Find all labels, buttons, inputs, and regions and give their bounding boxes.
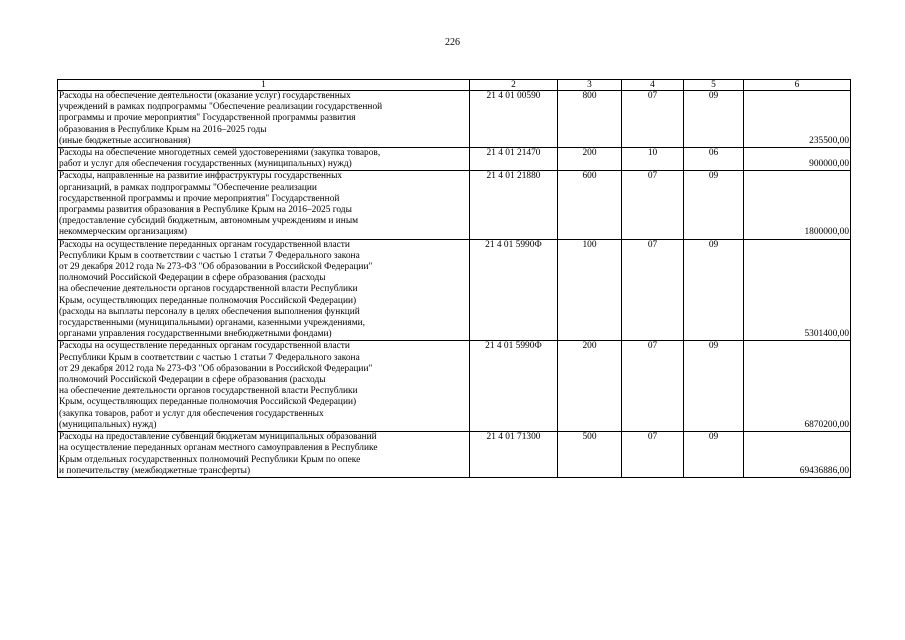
header-cell: 5: [684, 80, 744, 91]
expense-type-cell: 100: [558, 239, 622, 341]
header-cell: 1: [58, 80, 470, 91]
amount-cell: 5301400,00: [744, 239, 851, 341]
subsection-cell: 09: [684, 432, 744, 478]
expense-name-line: (расходы на выплаты персоналу в целях обеспечения выполнения функций: [59, 306, 360, 317]
expense-name-line: Расходы на обеспечение деятельности (оказание услуг) государственных: [59, 91, 351, 101]
expense-name-line: учреждений в рамках подпрограммы "Обеспечение реализации государственной: [59, 102, 383, 113]
expense-name-line: Крым, осуществляющих переданные полномочия Российской Федерации): [59, 397, 357, 408]
expense-name-line: на обеспечение деятельности органов государственной власти Республики: [59, 386, 358, 397]
subsection-cell: 09: [684, 341, 744, 432]
subsection-cell: 09: [684, 171, 744, 239]
table-row: [58, 432, 851, 478]
expense-name-cell: [58, 341, 470, 432]
expense-name-line: на обеспечение деятельности органов государственной власти Республики: [59, 284, 358, 295]
amount-cell: 1800000,00: [744, 171, 851, 239]
expense-name-line: государственной программы и прочие мероприятия" Государственной: [59, 193, 340, 204]
expense-name-cell: [58, 432, 470, 478]
expense-name-line: и попечительству (межбюджетные трансферты): [59, 465, 251, 476]
expense-name-line: (закупка товаров, работ и услуг для обеспечения государственных: [59, 408, 324, 419]
header-cell: 6: [744, 80, 851, 91]
section-cell: 07: [622, 432, 684, 478]
expense-name-line: Республики Крым в соответствии с частью 1 статьи 7 Федерального закона: [59, 352, 360, 363]
expense-name-line: органами управления государственными внебюджетными фондами): [59, 329, 332, 340]
expense-name-cell: [58, 148, 470, 171]
expense-name-line: Республики Крым в соответствии с частью 1 статьи 7 Федерального закона: [59, 250, 360, 261]
expense-type-cell: 800: [558, 91, 622, 148]
expense-name-line: от 29 декабря 2012 года № 273-ФЗ "Об образовании в Российской Федерации": [59, 363, 373, 374]
expense-type-cell: 200: [558, 148, 622, 171]
amount-cell: 235500,00: [744, 91, 851, 148]
expense-type-cell: 200: [558, 341, 622, 432]
expense-name-line: на осуществление переданных органам местного самоуправления в Республике: [59, 443, 378, 454]
expense-name-line: (муниципальных) нужд): [59, 419, 157, 430]
section-cell: 07: [622, 341, 684, 432]
expense-name-line: Крым отдельных государственных полномочий Республики Крым по опеке: [59, 454, 361, 465]
expense-name-line: организаций, в рамках подпрограммы "Обеспечение реализации: [59, 182, 317, 193]
expense-name-line: Расходы, направленные на развитие инфраструктуры государственных: [59, 171, 343, 182]
expense-name-cell: [58, 239, 470, 341]
table-row: [58, 171, 851, 239]
amount-cell: 900000,00: [744, 148, 851, 171]
expense-name-line: Расходы на осуществление переданных органам государственной власти: [59, 341, 350, 352]
page-number: 226: [445, 37, 460, 48]
section-cell: 10: [622, 148, 684, 171]
subsection-cell: 09: [684, 91, 744, 148]
expense-name-line: программы и прочие мероприятия" Государственной программы развития: [59, 113, 356, 124]
expense-name-line: от 29 декабря 2012 года № 273-ФЗ "Об образовании в Российской Федерации": [59, 262, 373, 273]
target-article-code-cell: 21 4 01 5990Ф: [470, 341, 558, 432]
expense-name-line: Расходы на обеспечение многодетных семей удостоверениями (закупка товаров,: [59, 148, 381, 159]
expense-name-cell: [58, 91, 470, 148]
subsection-cell: 09: [684, 239, 744, 341]
header-cell: 2: [470, 80, 558, 91]
expense-name-line: полномочий Российской Федерации в сфере образования (расходы: [59, 273, 326, 284]
expense-name-line: Расходы на осуществление переданных органам государственной власти: [59, 239, 350, 250]
expense-type-cell: 500: [558, 432, 622, 478]
table-header-row: [58, 80, 851, 91]
expense-name-line: (иные бюджетные ассигнования): [59, 135, 191, 146]
expense-name-line: Расходы на предоставление субвенций бюджетам муниципальных образований: [59, 432, 377, 443]
target-article-code-cell: 21 4 01 71300: [470, 432, 558, 478]
amount-cell: 6870200,00: [744, 341, 851, 432]
expense-type-cell: 600: [558, 171, 622, 239]
target-article-code-cell: 21 4 01 5990Ф: [470, 239, 558, 341]
expense-name-line: программы развития образования в Республике Крым на 2016–2025 годы: [59, 205, 352, 216]
table-row: [58, 239, 851, 341]
table-row: [58, 148, 851, 171]
table-row: [58, 91, 851, 148]
expense-name-line: Крым, осуществляющих переданные полномочия Российской Федерации): [59, 295, 357, 306]
expense-name-line: некоммерческим организациям): [59, 227, 188, 238]
amount-cell: 69436886,00: [744, 432, 851, 478]
expense-name-line: (предоставление субсидий бюджетным, автономным учреждениям и иным: [59, 216, 359, 227]
budget-table: [57, 79, 851, 478]
target-article-code-cell: 21 4 01 21880: [470, 171, 558, 239]
section-cell: 07: [622, 91, 684, 148]
header-cell: 3: [558, 80, 622, 91]
expense-name-line: работ и услуг для обеспечения государственных (муниципальных) нужд): [59, 159, 352, 170]
header-cell: 4: [622, 80, 684, 91]
expense-name-line: государственными (муниципальными) органами, казенными учреждениями,: [59, 318, 366, 329]
subsection-cell: 06: [684, 148, 744, 171]
table-row: [58, 341, 851, 432]
section-cell: 07: [622, 239, 684, 341]
expense-name-line: образования в Республике Крым на 2016–2025 годы: [59, 124, 267, 135]
section-cell: 07: [622, 171, 684, 239]
target-article-code-cell: 21 4 01 21470: [470, 148, 558, 171]
expense-name-line: полномочий Российской Федерации в сфере образования (расходы: [59, 375, 326, 386]
expense-name-cell: [58, 171, 470, 239]
target-article-code-cell: 21 4 01 00590: [470, 91, 558, 148]
